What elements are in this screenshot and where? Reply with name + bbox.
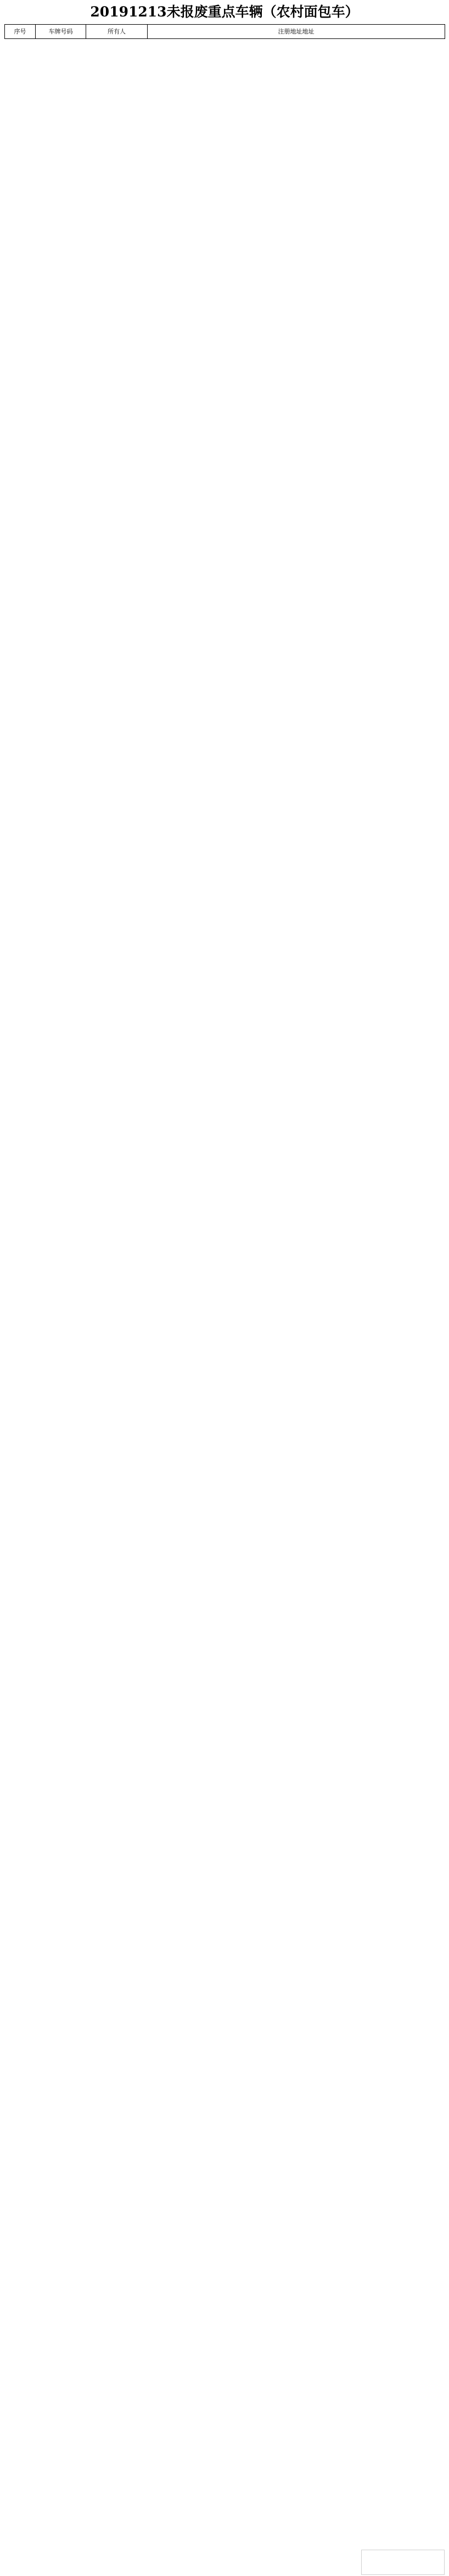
corner-logo: [361, 2550, 445, 2575]
column-header-plate: 车牌号码: [36, 25, 86, 39]
column-header-seq: 序号: [5, 25, 36, 39]
table-header-row: [5, 25, 445, 39]
vehicle-table: [4, 24, 445, 39]
column-header-owner: 所有人: [86, 25, 148, 39]
page-title: 20191213未报废重点车辆（农村面包车）: [90, 4, 359, 20]
column-header-address: 注册地址地址: [148, 25, 445, 39]
